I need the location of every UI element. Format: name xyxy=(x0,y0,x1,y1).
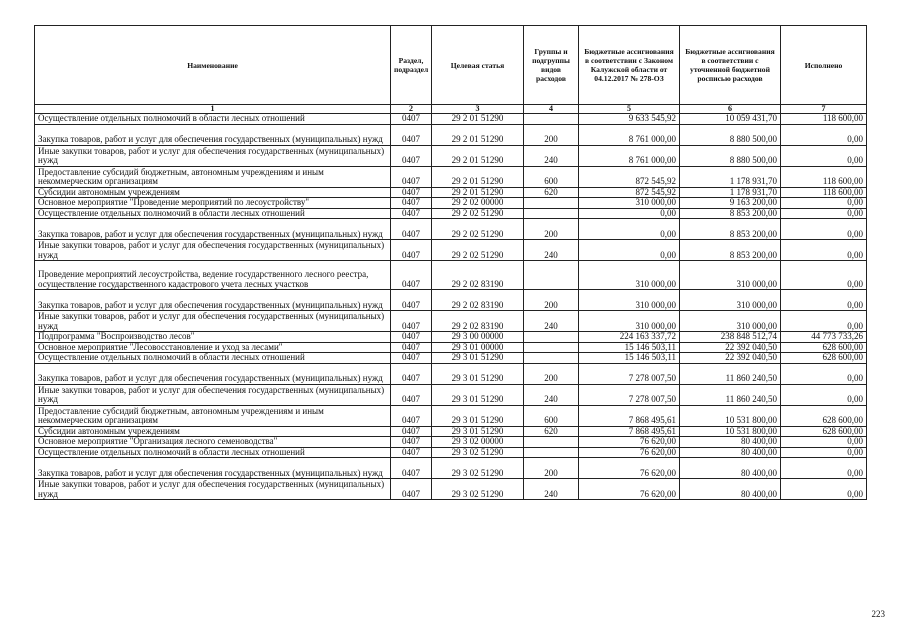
row-section: 0407 xyxy=(391,405,432,426)
table-row xyxy=(35,311,867,332)
row-section: 0407 xyxy=(391,363,432,384)
row-target: 29 3 01 00000 xyxy=(432,342,524,353)
table-row xyxy=(35,405,867,426)
row-executed-amount: 0,00 xyxy=(781,458,867,479)
row-section: 0407 xyxy=(391,342,432,353)
row-name: Подпрограмма "Воспроизводство лесов" xyxy=(35,332,391,343)
row-section: 0407 xyxy=(391,145,432,166)
row-target: 29 2 01 51290 xyxy=(432,187,524,198)
column-number: 4 xyxy=(524,105,579,114)
row-section: 0407 xyxy=(391,447,432,458)
row-section: 0407 xyxy=(391,124,432,145)
header-target: Целевая статья xyxy=(432,26,524,105)
row-name: Закупка товаров, работ и услуг для обеспечения государственных (муниципальных) нужд xyxy=(35,458,391,479)
column-number: 3 xyxy=(432,105,524,114)
table-row xyxy=(35,145,867,166)
table-row xyxy=(35,363,867,384)
row-executed-amount: 0,00 xyxy=(781,479,867,500)
column-number: 1 xyxy=(35,105,391,114)
row-group: 600 xyxy=(524,166,579,187)
row-law-amount: 7 868 495,61 xyxy=(579,426,680,437)
row-revised-amount: 238 848 512,74 xyxy=(680,332,781,343)
row-group xyxy=(524,114,579,125)
row-target: 29 3 02 51290 xyxy=(432,479,524,500)
table-row xyxy=(35,458,867,479)
row-executed-amount: 0,00 xyxy=(781,447,867,458)
row-target: 29 2 02 00000 xyxy=(432,198,524,209)
row-law-amount: 0,00 xyxy=(579,208,680,219)
row-name: Основное мероприятие "Проведение мероприятий по лесоустройству" xyxy=(35,198,391,209)
row-target: 29 2 02 51290 xyxy=(432,208,524,219)
row-name: Закупка товаров, работ и услуг для обеспечения государственных (муниципальных) нужд xyxy=(35,363,391,384)
row-executed-amount: 44 773 733,26 xyxy=(781,332,867,343)
row-section: 0407 xyxy=(391,384,432,405)
row-revised-amount: 10 531 800,00 xyxy=(680,405,781,426)
header-law-allocations: Бюджетные ассигнования в соответствии с Законом Калужской области от 04.12.2017 № 278-ОЗ xyxy=(579,26,680,105)
row-group xyxy=(524,198,579,209)
row-target: 29 3 01 51290 xyxy=(432,426,524,437)
row-revised-amount: 310 000,00 xyxy=(680,290,781,311)
row-group: 240 xyxy=(524,311,579,332)
row-name: Осуществление отдельных полномочий в области лесных отношений xyxy=(35,447,391,458)
table-row xyxy=(35,208,867,219)
column-number: 7 xyxy=(781,105,867,114)
row-section: 0407 xyxy=(391,353,432,364)
row-revised-amount: 80 400,00 xyxy=(680,479,781,500)
row-section: 0407 xyxy=(391,311,432,332)
row-law-amount: 224 163 337,72 xyxy=(579,332,680,343)
row-group xyxy=(524,208,579,219)
row-law-amount: 15 146 503,11 xyxy=(579,342,680,353)
row-name: Иные закупки товаров, работ и услуг для обеспечения государственных (муниципальных) нужд xyxy=(35,479,391,500)
row-executed-amount: 118 600,00 xyxy=(781,114,867,125)
row-law-amount: 9 633 545,92 xyxy=(579,114,680,125)
row-target: 29 2 02 83190 xyxy=(432,311,524,332)
row-target: 29 3 01 51290 xyxy=(432,353,524,364)
header-executed: Исполнено xyxy=(781,26,867,105)
row-name: Осуществление отдельных полномочий в области лесных отношений xyxy=(35,353,391,364)
table-row xyxy=(35,426,867,437)
header-revised-allocations: Бюджетные ассигнования в соответствии с уточненной бюджетной росписью расходов xyxy=(680,26,781,105)
table-row xyxy=(35,332,867,343)
row-target: 29 2 01 51290 xyxy=(432,124,524,145)
row-executed-amount: 0,00 xyxy=(781,290,867,311)
row-law-amount: 76 620,00 xyxy=(579,447,680,458)
table-row xyxy=(35,198,867,209)
row-law-amount: 15 146 503,11 xyxy=(579,353,680,364)
row-revised-amount: 11 860 240,50 xyxy=(680,363,781,384)
row-executed-amount: 0,00 xyxy=(781,208,867,219)
row-revised-amount: 22 392 040,50 xyxy=(680,353,781,364)
row-law-amount: 872 545,92 xyxy=(579,187,680,198)
row-name: Осуществление отдельных полномочий в области лесных отношений xyxy=(35,114,391,125)
row-name: Проведение мероприятий лесоустройства, ведение государственного лесного реестра, осуществление государственного кадастрового учета лесных участков xyxy=(35,261,391,290)
row-section: 0407 xyxy=(391,332,432,343)
table-row xyxy=(35,447,867,458)
row-law-amount: 872 545,92 xyxy=(579,166,680,187)
row-group: 600 xyxy=(524,405,579,426)
row-target: 29 3 02 51290 xyxy=(432,447,524,458)
row-law-amount: 0,00 xyxy=(579,219,680,240)
row-executed-amount: 0,00 xyxy=(781,219,867,240)
row-group: 240 xyxy=(524,145,579,166)
row-revised-amount: 310 000,00 xyxy=(680,261,781,290)
row-group xyxy=(524,261,579,290)
row-name: Иные закупки товаров, работ и услуг для обеспечения государственных (муниципальных) нужд xyxy=(35,145,391,166)
row-group: 200 xyxy=(524,458,579,479)
row-name: Субсидии автономным учреждениям xyxy=(35,426,391,437)
row-target: 29 2 02 51290 xyxy=(432,219,524,240)
row-target: 29 3 01 51290 xyxy=(432,384,524,405)
row-law-amount: 8 761 000,00 xyxy=(579,145,680,166)
row-revised-amount: 1 178 931,70 xyxy=(680,187,781,198)
table-row xyxy=(35,187,867,198)
row-group xyxy=(524,447,579,458)
column-number: 5 xyxy=(579,105,680,114)
row-section: 0407 xyxy=(391,479,432,500)
row-revised-amount: 22 392 040,50 xyxy=(680,342,781,353)
row-law-amount: 310 000,00 xyxy=(579,261,680,290)
table-row xyxy=(35,437,867,448)
row-executed-amount: 0,00 xyxy=(781,145,867,166)
row-target: 29 3 02 00000 xyxy=(432,437,524,448)
page-number: 223 xyxy=(871,609,885,619)
row-law-amount: 76 620,00 xyxy=(579,458,680,479)
row-name: Основное мероприятие "Лесовосстановление и уход за лесами" xyxy=(35,342,391,353)
table-row xyxy=(35,384,867,405)
row-section: 0407 xyxy=(391,114,432,125)
row-group: 240 xyxy=(524,240,579,261)
header-groups: Группы и подгруппы видов расходов xyxy=(524,26,579,105)
row-group: 240 xyxy=(524,384,579,405)
row-revised-amount: 310 000,00 xyxy=(680,311,781,332)
row-group xyxy=(524,332,579,343)
row-revised-amount: 8 853 200,00 xyxy=(680,208,781,219)
header-section: Раздел, подраздел xyxy=(391,26,432,105)
row-group: 620 xyxy=(524,187,579,198)
column-numbers-row xyxy=(35,105,867,114)
row-target: 29 2 01 51290 xyxy=(432,145,524,166)
row-law-amount: 310 000,00 xyxy=(579,311,680,332)
row-section: 0407 xyxy=(391,198,432,209)
table-row xyxy=(35,353,867,364)
row-target: 29 3 02 51290 xyxy=(432,458,524,479)
row-target: 29 2 01 51290 xyxy=(432,114,524,125)
row-executed-amount: 0,00 xyxy=(781,384,867,405)
row-law-amount: 76 620,00 xyxy=(579,479,680,500)
row-group xyxy=(524,342,579,353)
row-section: 0407 xyxy=(391,187,432,198)
row-name: Субсидии автономным учреждениям xyxy=(35,187,391,198)
table-row xyxy=(35,261,867,290)
row-executed-amount: 628 600,00 xyxy=(781,426,867,437)
row-executed-amount: 0,00 xyxy=(781,311,867,332)
row-revised-amount: 8 880 500,00 xyxy=(680,124,781,145)
row-name: Закупка товаров, работ и услуг для обеспечения государственных (муниципальных) нужд xyxy=(35,219,391,240)
row-law-amount: 76 620,00 xyxy=(579,437,680,448)
row-revised-amount: 1 178 931,70 xyxy=(680,166,781,187)
row-law-amount: 310 000,00 xyxy=(579,290,680,311)
row-law-amount: 8 761 000,00 xyxy=(579,124,680,145)
row-revised-amount: 11 860 240,50 xyxy=(680,384,781,405)
row-law-amount: 0,00 xyxy=(579,240,680,261)
table-row xyxy=(35,219,867,240)
row-name: Иные закупки товаров, работ и услуг для обеспечения государственных (муниципальных) нужд xyxy=(35,240,391,261)
table-row xyxy=(35,166,867,187)
table-row xyxy=(35,114,867,125)
row-section: 0407 xyxy=(391,219,432,240)
row-section: 0407 xyxy=(391,208,432,219)
row-revised-amount: 8 880 500,00 xyxy=(680,145,781,166)
row-section: 0407 xyxy=(391,240,432,261)
budget-table xyxy=(34,25,867,500)
row-target: 29 2 02 51290 xyxy=(432,240,524,261)
row-section: 0407 xyxy=(391,458,432,479)
table-row xyxy=(35,240,867,261)
row-revised-amount: 8 853 200,00 xyxy=(680,240,781,261)
row-name: Закупка товаров, работ и услуг для обеспечения государственных (муниципальных) нужд xyxy=(35,124,391,145)
row-group xyxy=(524,353,579,364)
row-executed-amount: 0,00 xyxy=(781,240,867,261)
table-row xyxy=(35,479,867,500)
row-revised-amount: 80 400,00 xyxy=(680,458,781,479)
row-revised-amount: 10 531 800,00 xyxy=(680,426,781,437)
row-name: Иные закупки товаров, работ и услуг для обеспечения государственных (муниципальных) нужд xyxy=(35,384,391,405)
row-group xyxy=(524,437,579,448)
row-executed-amount: 628 600,00 xyxy=(781,342,867,353)
row-executed-amount: 628 600,00 xyxy=(781,353,867,364)
row-executed-amount: 0,00 xyxy=(781,363,867,384)
row-target: 29 2 02 83190 xyxy=(432,261,524,290)
row-revised-amount: 9 163 200,00 xyxy=(680,198,781,209)
column-number: 2 xyxy=(391,105,432,114)
row-target: 29 2 01 51290 xyxy=(432,166,524,187)
row-revised-amount: 10 059 431,70 xyxy=(680,114,781,125)
row-target: 29 3 01 51290 xyxy=(432,363,524,384)
row-group: 620 xyxy=(524,426,579,437)
row-executed-amount: 0,00 xyxy=(781,261,867,290)
table-row xyxy=(35,124,867,145)
row-group: 240 xyxy=(524,479,579,500)
row-section: 0407 xyxy=(391,261,432,290)
row-name: Осуществление отдельных полномочий в области лесных отношений xyxy=(35,208,391,219)
row-group: 200 xyxy=(524,124,579,145)
row-executed-amount: 628 600,00 xyxy=(781,405,867,426)
row-target: 29 3 01 51290 xyxy=(432,405,524,426)
row-name: Закупка товаров, работ и услуг для обеспечения государственных (муниципальных) нужд xyxy=(35,290,391,311)
row-target: 29 3 00 00000 xyxy=(432,332,524,343)
row-group: 200 xyxy=(524,219,579,240)
table-row xyxy=(35,290,867,311)
row-revised-amount: 8 853 200,00 xyxy=(680,219,781,240)
row-executed-amount: 0,00 xyxy=(781,198,867,209)
row-group: 200 xyxy=(524,290,579,311)
row-section: 0407 xyxy=(391,426,432,437)
row-executed-amount: 118 600,00 xyxy=(781,166,867,187)
row-name: Предоставление субсидий бюджетным, автономным учреждениям и иным некоммерческим организациям xyxy=(35,166,391,187)
row-law-amount: 310 000,00 xyxy=(579,198,680,209)
row-group: 200 xyxy=(524,363,579,384)
row-revised-amount: 80 400,00 xyxy=(680,447,781,458)
column-number: 6 xyxy=(680,105,781,114)
row-executed-amount: 0,00 xyxy=(781,124,867,145)
row-name: Предоставление субсидий бюджетным, автономным учреждениям и иным некоммерческим организациям xyxy=(35,405,391,426)
row-law-amount: 7 278 007,50 xyxy=(579,384,680,405)
row-section: 0407 xyxy=(391,437,432,448)
row-executed-amount: 118 600,00 xyxy=(781,187,867,198)
row-target: 29 2 02 83190 xyxy=(432,290,524,311)
row-executed-amount: 0,00 xyxy=(781,437,867,448)
row-law-amount: 7 868 495,61 xyxy=(579,405,680,426)
table-row xyxy=(35,342,867,353)
row-name: Иные закупки товаров, работ и услуг для обеспечения государственных (муниципальных) нужд xyxy=(35,311,391,332)
row-section: 0407 xyxy=(391,290,432,311)
row-section: 0407 xyxy=(391,166,432,187)
row-law-amount: 7 278 007,50 xyxy=(579,363,680,384)
row-name: Основное мероприятие "Организация лесного семеноводства" xyxy=(35,437,391,448)
header-name: Наименование xyxy=(35,26,391,105)
row-revised-amount: 80 400,00 xyxy=(680,437,781,448)
